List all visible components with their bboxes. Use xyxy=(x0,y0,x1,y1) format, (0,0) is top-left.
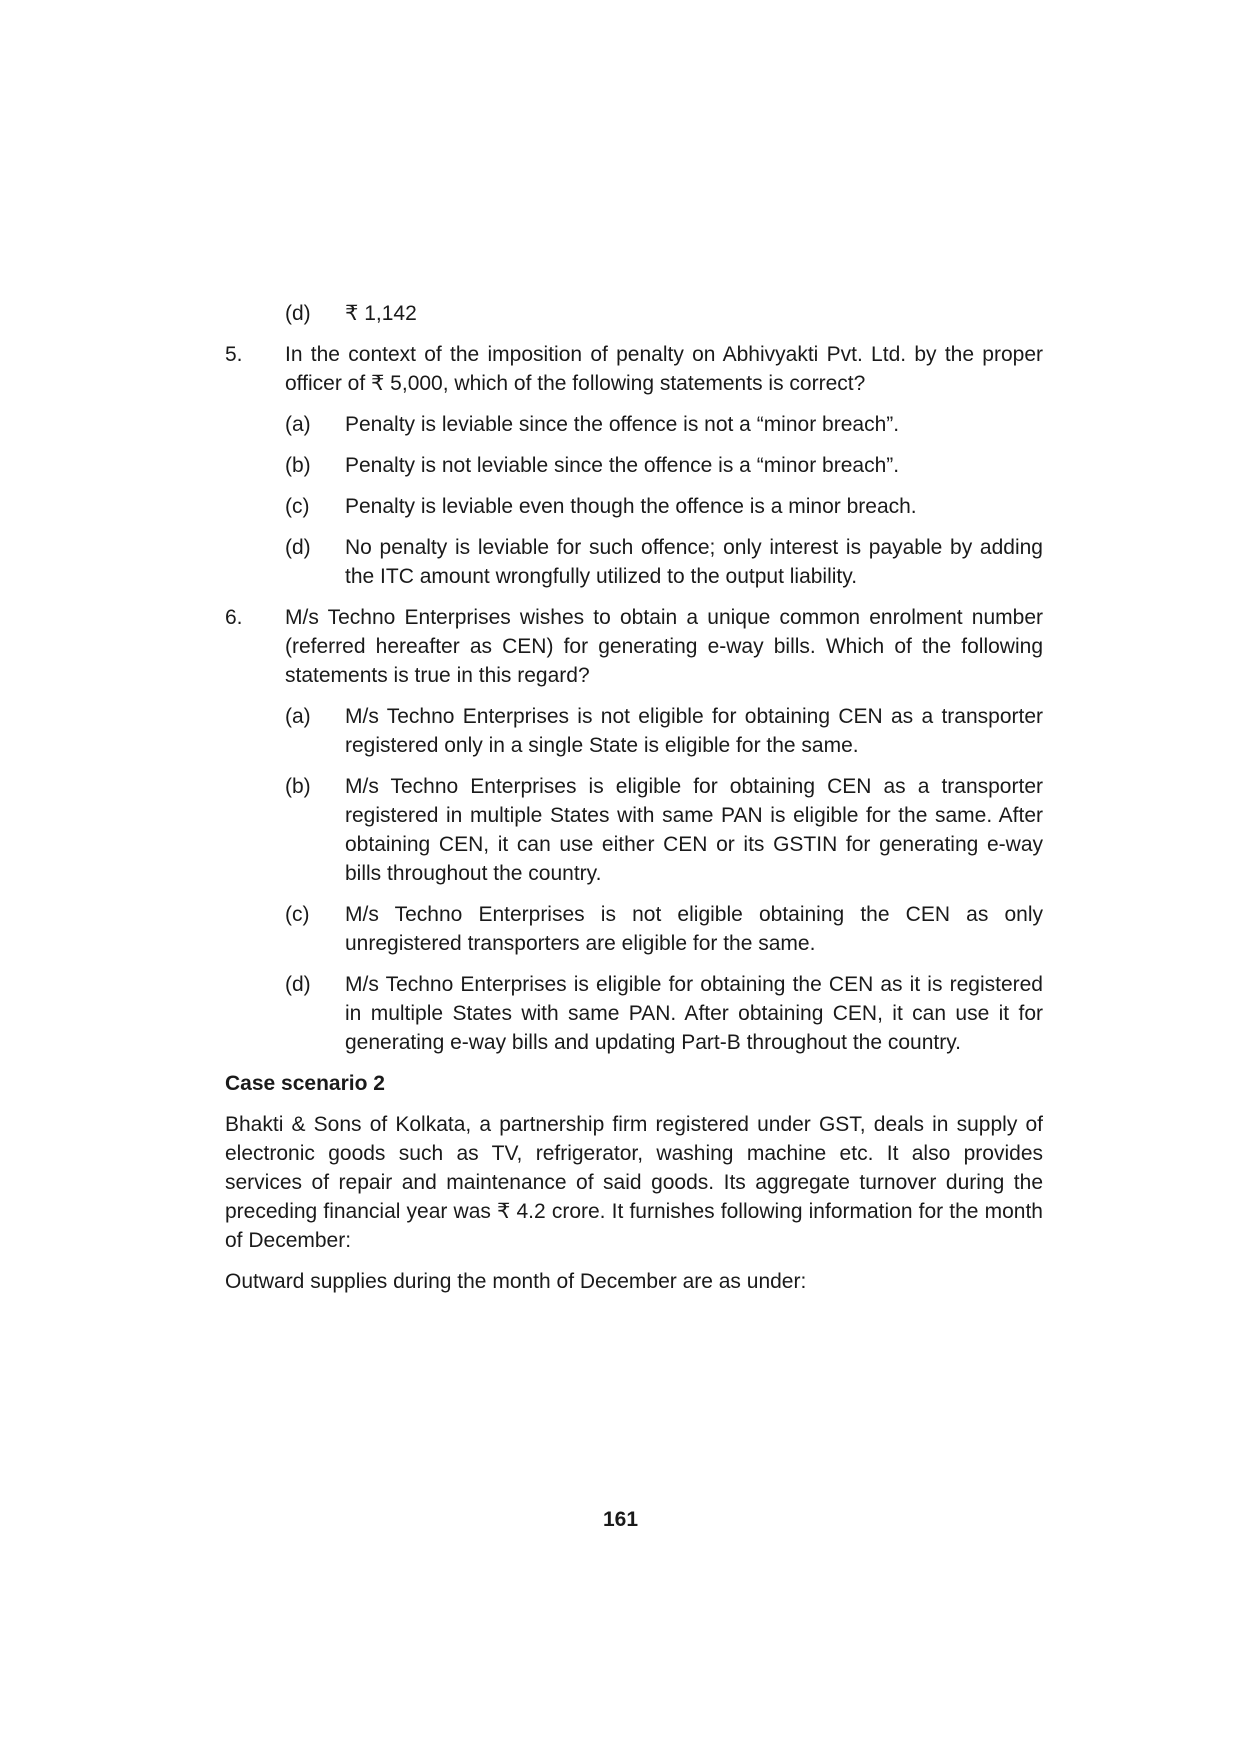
question-number: 6. xyxy=(225,606,243,629)
option-label: (c) xyxy=(285,903,310,926)
q5-option-c xyxy=(285,492,1043,521)
page-content xyxy=(225,299,1043,1296)
q6-option-d xyxy=(285,970,1043,1057)
case-paragraph-outward: Outward supplies during the month of December are as under: xyxy=(225,1270,807,1293)
case-heading: Case scenario 2 xyxy=(225,1072,385,1095)
page-number: 161 xyxy=(602,1508,639,1531)
option-text: M/s Techno Enterprises is eligible for obtaining the CEN as it is registered in multiple States with same PAN. After obtaining CEN, it can use it for generating e-way bills and updating Part-B throughout the country. xyxy=(345,973,1043,1054)
option-text: M/s Techno Enterprises is not eligible obtaining the CEN as only unregistered transporters are eligible for the same. xyxy=(345,903,1043,955)
question-number: 5. xyxy=(225,343,243,366)
option-label: (b) xyxy=(285,454,311,477)
option-text: M/s Techno Enterprises is not eligible for obtaining CEN as a transporter registered only in a single State is eligible for the same. xyxy=(345,705,1043,757)
option-text: Penalty is leviable even though the offence is a minor breach. xyxy=(345,495,917,518)
q5-option-d xyxy=(285,533,1043,591)
option-label: (b) xyxy=(285,775,311,798)
option-label: (a) xyxy=(285,705,311,728)
q5-option-a xyxy=(285,410,1043,439)
question-5 xyxy=(225,340,1043,398)
case-paragraph: Bhakti & Sons of Kolkata, a partnership firm registered under GST, deals in supply of electronic goods such as TV, refrigerator, washing machine etc. It also provides services of repair and maintenance of said goods. Its aggregate turnover during the preceding financial year was ₹ 4.2 crore. It furnishes following information for the month of December: xyxy=(225,1113,1043,1252)
option-text: ₹ 1,142 xyxy=(345,302,417,325)
question-text: M/s Techno Enterprises wishes to obtain a unique common enrolment number (referred hereafter as CEN) for generating e-way bills. Which of the following statements is true in this regard? xyxy=(285,606,1043,687)
q5-option-b xyxy=(285,451,1043,480)
option-text: M/s Techno Enterprises is eligible for obtaining CEN as a transporter registered in multiple States with same PAN is eligible for the same. After obtaining CEN, it can use either CEN or its GSTIN for generating e-way bills throughout the country. xyxy=(345,775,1043,885)
option-text: No penalty is leviable for such offence; only interest is payable by adding the ITC amount wrongfully utilized to the output liability. xyxy=(345,536,1043,588)
question-text: In the context of the imposition of penalty on Abhivyakti Pvt. Ltd. by the proper officer of ₹ 5,000, which of the following statements is correct? xyxy=(285,343,1043,395)
option-label: (d) xyxy=(285,973,311,996)
question-6 xyxy=(225,603,1043,690)
q6-option-a xyxy=(285,702,1043,760)
q6-option-b xyxy=(285,772,1043,888)
option-label: (a) xyxy=(285,413,311,436)
q6-option-c xyxy=(285,900,1043,958)
option-label: (d) xyxy=(285,536,311,559)
option-label: (d) xyxy=(285,302,311,325)
option-text: Penalty is leviable since the offence is not a “minor breach”. xyxy=(345,413,900,436)
q4-option-d xyxy=(285,299,1043,328)
option-text: Penalty is not leviable since the offence is a “minor breach”. xyxy=(345,454,900,477)
option-label: (c) xyxy=(285,495,310,518)
